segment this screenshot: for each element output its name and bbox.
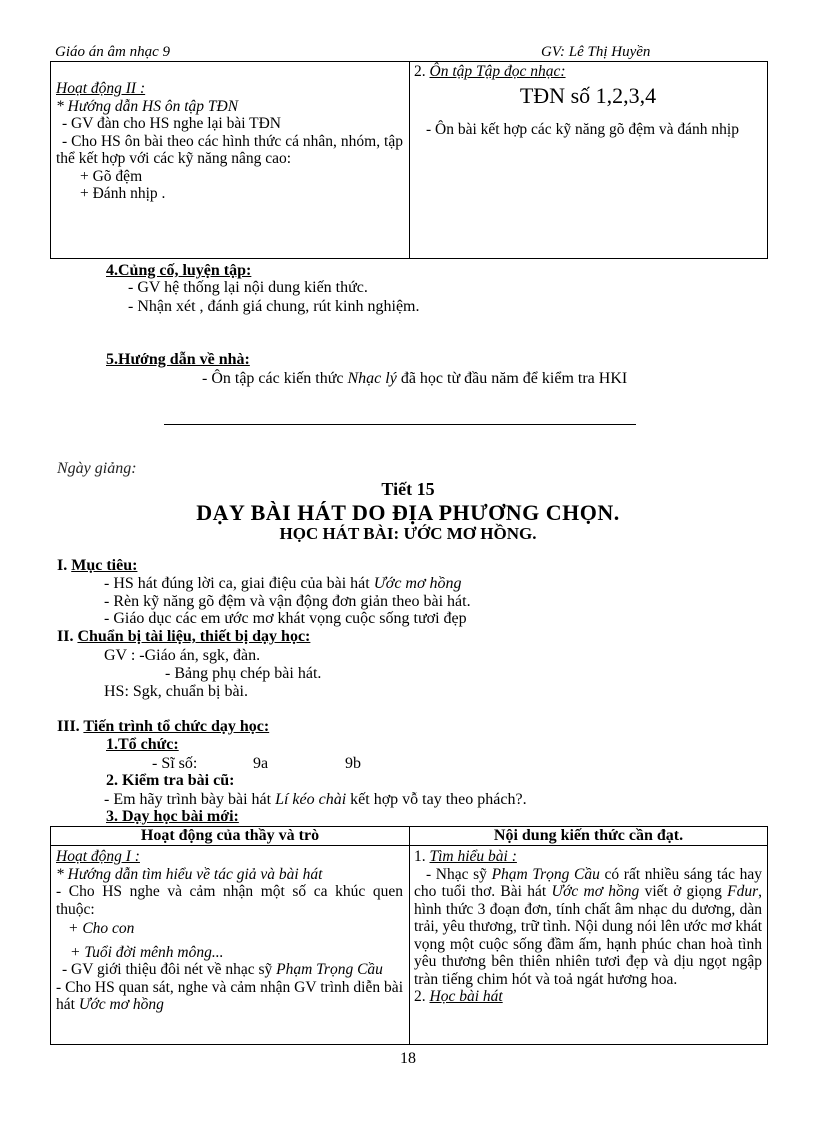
table2-left-cell (56, 848, 403, 1014)
text-line: - Rèn kỹ năng gõ đệm và vận động đơn giản theo bài hát. (104, 593, 471, 610)
section-title: Ôn tập Tập đọc nhạc: (429, 63, 566, 80)
text-line: - GV giới thiệu đôi nét về nhạc sỹ Phạm Trọng Cầu (62, 961, 383, 978)
lesson-title: DẠY BÀI HÁT DO ĐỊA PHƯƠNG CHỌN. (196, 500, 620, 525)
activity-title: Hoạt động II : (56, 80, 146, 97)
lesson-number: Tiết 15 (381, 479, 435, 499)
text-line: - Nhận xét , đánh giá chung, rút kinh nghiệm. (128, 298, 420, 315)
new-lesson-heading: 3. Dạy học bài mới: (106, 808, 239, 825)
class-9a: 9a (253, 755, 269, 772)
text-line: - Em hãy trình bày bài hát Lí kéo chài kết hợp vỗ tay theo phách?. (104, 791, 527, 808)
text-line: + Đánh nhịp . (80, 185, 166, 202)
section-title: Tìm hiểu bài : (429, 848, 517, 865)
lesson-subtitle: HỌC HÁT BÀI: ƯỚC MƠ HỒNG. (279, 524, 537, 543)
text-line: - Cho HS nghe và cảm nhận một số ca khúc quen thuộc: (56, 883, 403, 918)
table2-right-cell (414, 848, 762, 1006)
header-left: Giáo án âm nhạc 9 (55, 44, 170, 60)
text-line: - Cho HS quan sát, nghe và cảm nhận GV trình diễn bài hát Ước mơ hồng (56, 978, 403, 1013)
review-heading: 2. Kiểm tra bài cũ: (106, 772, 235, 789)
column-header: Hoạt động của thầy và trò (140, 827, 320, 844)
text-line: - GV hệ thống lại nội dung kiến thức. (128, 279, 368, 296)
divider (164, 424, 636, 425)
text-line: - GV đàn cho HS nghe lại bài TĐN (62, 115, 281, 132)
section-number: 2. (414, 63, 426, 80)
song-item: + Cho con (68, 920, 135, 937)
table1-left-cell (56, 80, 403, 203)
preparation-heading: II. Chuẩn bị tài liệu, thiết bị dạy học: (57, 628, 311, 645)
page-number: 18 (400, 1050, 416, 1067)
class-9b: 9b (345, 755, 361, 772)
text-line: - Cho HS ôn bài theo các hình thức cá nhân, nhóm, tập thể kết hợp với các kỹ năng nâng cao: (56, 132, 403, 167)
table1-right-cell (414, 63, 762, 138)
activity-subtitle: * Hướng dẫn HS ôn tập TĐN (56, 97, 239, 115)
organization-heading: 1.Tổ chức: (106, 736, 179, 753)
text-line: HS: Sgk, chuẩn bị bài. (104, 683, 248, 700)
attendance-label: - Sĩ số: (152, 755, 198, 772)
tdn-title: TĐN số 1,2,3,4 (519, 82, 657, 108)
teaching-date-label: Ngày giảng: (57, 460, 137, 477)
section-5-title: 5.Hướng dẫn về nhà: (106, 351, 250, 368)
process-heading: III. Tiến trình tổ chức dạy học: (57, 718, 270, 735)
text-line: - Giáo dục các em ước mơ khát vọng cuộc sống tươi đẹp (104, 610, 467, 627)
text-line: + Gõ đệm (80, 167, 143, 185)
text-line: - Ôn tập các kiến thức Nhạc lý đã học từ đầu năm để kiểm tra HKI (202, 370, 628, 387)
objectives-heading: I. Mục tiêu: (57, 557, 138, 574)
section-number: 1. (414, 848, 426, 865)
text-line: - Ôn bài kết hợp các kỹ năng gõ đệm và đánh nhịp (426, 120, 739, 138)
text-line: GV : -Giáo án, sgk, đàn. (104, 647, 261, 664)
activity-subtitle: * Hướng dẫn tìm hiểu về tác giả và bài hát (56, 865, 323, 883)
song-item: + Tuổi đời mênh mông... (70, 943, 224, 961)
section-4-title: 4.Củng cố, luyện tập: (106, 262, 252, 279)
text-line: - Bảng phụ chép bài hát. (165, 665, 322, 682)
activity-title: Hoạt động I : (56, 848, 140, 865)
column-header: Nội dung kiến thức cần đạt. (493, 827, 684, 844)
section-number: 2. (414, 988, 426, 1005)
header-right: GV: Lê Thị Huyền (541, 44, 651, 60)
text-line: - HS hát đúng lời ca, giai điệu của bài hát Ước mơ hồng (104, 575, 462, 592)
song-description: - Nhạc sỹ Phạm Trọng Cầu có rất nhiều sáng tác hay cho tuổi thơ. Bài hát Ước mơ hồng viết ở giọng Fdur, hình thức 3 đoạn đơn, tính chất âm nhạc du dương, dàn trải, yêu thương, trữ tình. Nội dung nói lên ước mơ khát vọng một cuộc sống đầm ấm, hạnh phúc chan hoà tình yêu thương bên thiên nhiên tươi đẹp và dịu ngọt ngập tràn tiếng chim hót và toả ngát hương hoa. (414, 865, 763, 988)
section-title: Học bài hát (429, 988, 503, 1005)
